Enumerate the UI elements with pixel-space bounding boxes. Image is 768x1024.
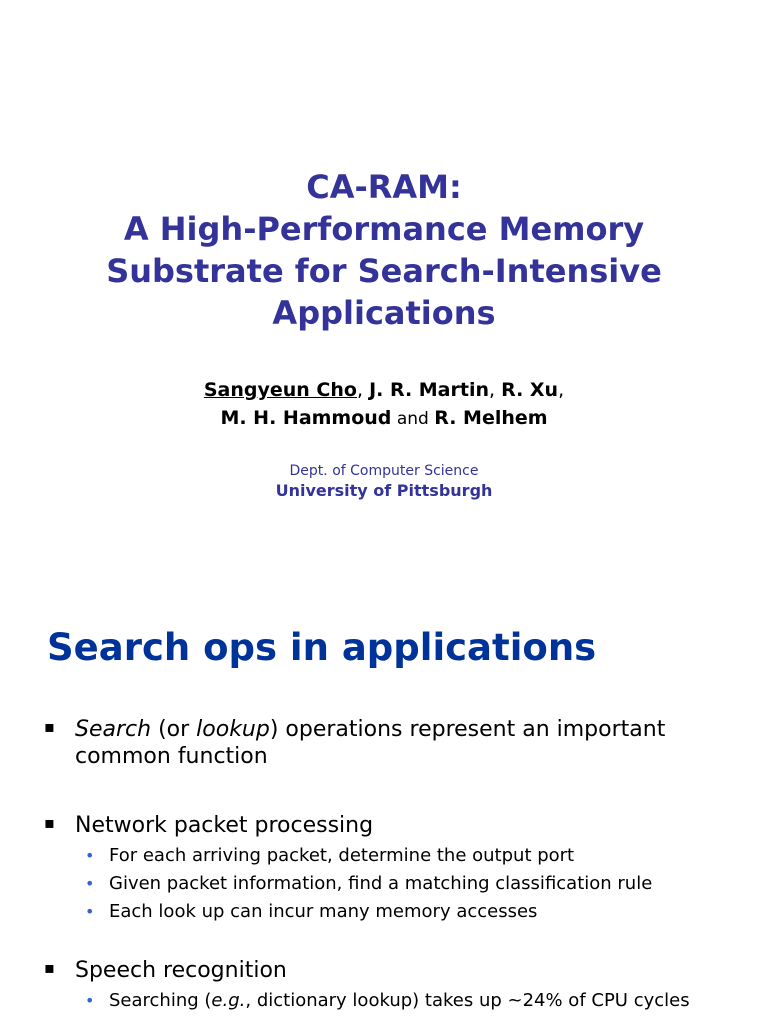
author-separator: , xyxy=(489,379,502,401)
round-bullet-icon: • xyxy=(85,902,95,921)
author-melhem: R. Melhem xyxy=(434,407,548,429)
content-slide xyxy=(0,576,768,1024)
bullet-speech-recognition xyxy=(44,957,735,984)
bullet-search-ops xyxy=(44,716,735,770)
bullet-text: Network packet processing xyxy=(75,813,374,838)
round-bullet-icon: • xyxy=(85,874,95,893)
author-list xyxy=(0,376,768,433)
slide-title xyxy=(0,166,768,334)
sub-bullet: • Given packet information, find a matching classification rule xyxy=(85,870,652,898)
title-line-4: Applications xyxy=(272,294,496,332)
title-line-1: CA-RAM: xyxy=(306,168,462,206)
square-bullet-icon: ▪ xyxy=(44,717,55,736)
author-separator: , xyxy=(558,379,565,401)
university: University of Pittsburgh xyxy=(275,481,493,500)
author-line-1 xyxy=(0,376,768,404)
department: Dept. of Computer Science xyxy=(289,463,479,479)
author-xu: R. Xu xyxy=(501,379,559,401)
sub-bullet: • Each look up can incur many memory accesses xyxy=(85,898,537,926)
slide-title: Search ops in applications xyxy=(47,626,597,669)
author-and: and xyxy=(391,409,435,429)
author-martin: J. R. Martin xyxy=(369,379,489,401)
round-bullet-icon: • xyxy=(85,991,95,1010)
author-cho: Sangyeun Cho xyxy=(203,379,357,401)
round-bullet-icon: • xyxy=(85,846,95,865)
author-separator: , xyxy=(356,379,370,401)
author-hammoud: M. H. Hammoud xyxy=(220,407,392,429)
bullet-text: Speech recognition xyxy=(75,958,287,983)
sub-bullet: • For each arriving packet, determine the output port xyxy=(85,842,574,870)
title-line-3: Substrate for Search-Intensive xyxy=(106,252,662,290)
sub-bullet: • Searching (e.g., dictionary lookup) takes up ~24% of CPU cycles xyxy=(85,987,690,1015)
square-bullet-icon: ▪ xyxy=(44,813,55,832)
author-line-2 xyxy=(0,404,768,433)
bullet-network-packet xyxy=(44,812,735,839)
bullet-text: Search (or lookup) operations represent an important common function xyxy=(75,717,666,769)
title-line-2: A High-Performance Memory xyxy=(123,210,645,248)
square-bullet-icon: ▪ xyxy=(44,958,55,977)
